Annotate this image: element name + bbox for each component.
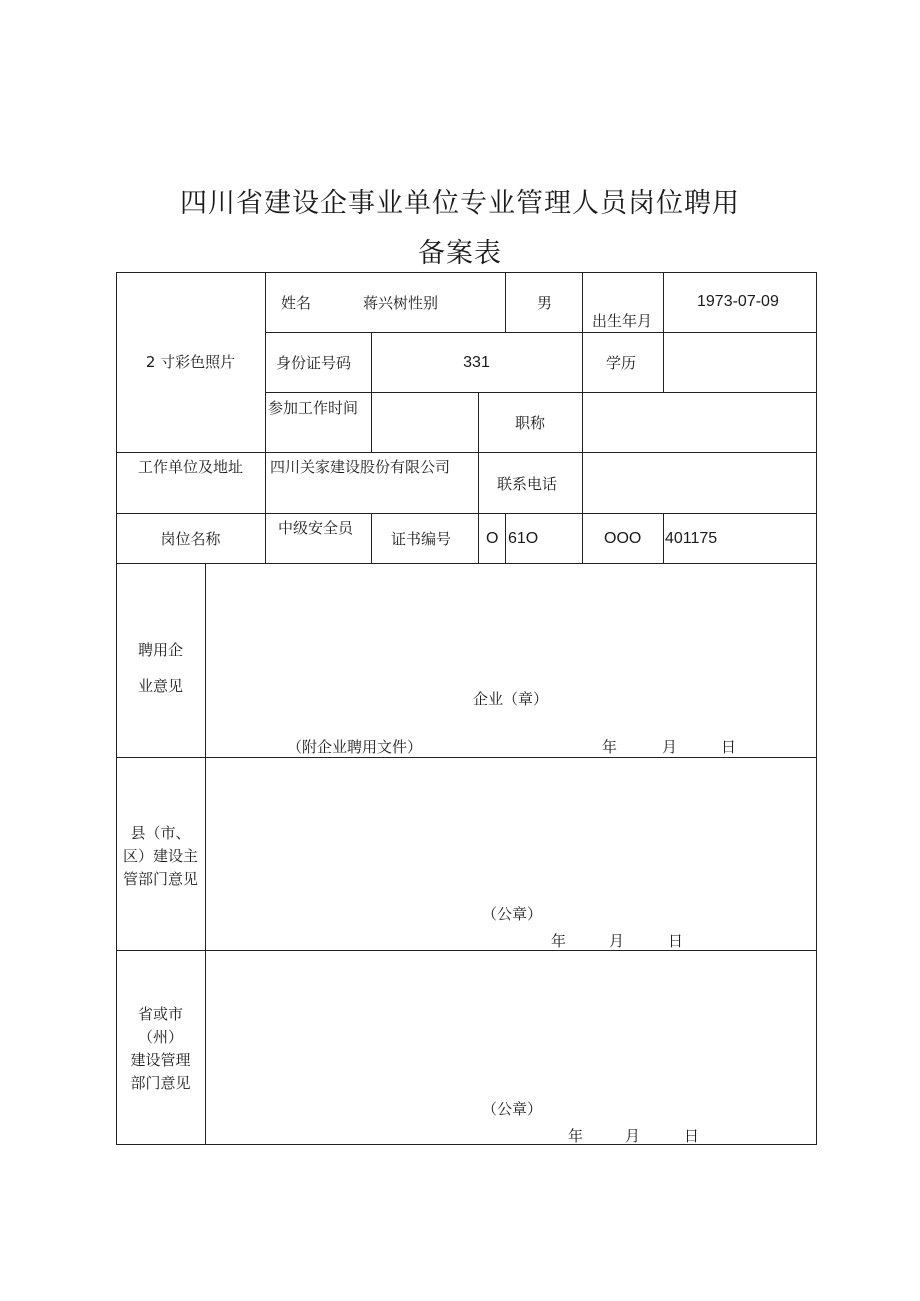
grid-line (116, 452, 817, 453)
employer-value[interactable]: 四川关家建设股份有限公司 (270, 458, 451, 476)
enterprise-opinion-area[interactable] (206, 564, 816, 684)
grid-line (582, 272, 583, 392)
date-month: 月 (662, 738, 678, 756)
grid-line (582, 392, 583, 513)
grid-line (265, 272, 266, 563)
label-line: 业意见 (137, 677, 183, 695)
grid-line (582, 513, 583, 563)
phone-label: 联系电话 (497, 475, 558, 493)
form-subtitle: 备案表 (418, 238, 502, 269)
certificate-number-label: 证书编号 (391, 530, 452, 548)
label-line: 部门意见 (130, 1074, 191, 1092)
date-day: 日 (668, 932, 684, 950)
grid-line (371, 513, 372, 563)
post-name-value[interactable]: 中级安全员 (278, 519, 354, 537)
county-opinion-label (116, 822, 205, 891)
date-month: 月 (625, 1127, 641, 1145)
grid-line (505, 272, 506, 332)
label-line: 省或市 (137, 1005, 183, 1023)
post-name-label: 岗位名称 (160, 530, 221, 548)
grid-line (116, 513, 817, 514)
photo-placeholder-label: 2 寸彩色照片 (145, 353, 236, 371)
id-number-value[interactable]: 331 (463, 354, 490, 371)
grid-line (265, 332, 817, 333)
label-line: （州） (137, 1028, 183, 1046)
date-month: 月 (609, 932, 625, 950)
certificate-number-part[interactable]: O (486, 530, 499, 547)
grid-line (478, 392, 479, 513)
enterprise-opinion-label (116, 632, 205, 704)
certificate-number-part[interactable]: 61O (508, 530, 539, 547)
date-year: 年 (568, 1127, 584, 1145)
county-opinion-area[interactable] (206, 758, 816, 898)
province-opinion-label (116, 1003, 205, 1095)
date-year: 年 (602, 738, 618, 756)
grid-line (478, 513, 479, 563)
birth-date-label: 出生年月 (592, 312, 653, 330)
education-label: 学历 (606, 354, 637, 372)
form-title: 四川省建设企事业单位专业管理人员岗位聘用 (180, 188, 740, 219)
grid-line (371, 332, 372, 452)
grid-line (505, 513, 506, 563)
grid-line (663, 272, 664, 392)
grid-line (663, 513, 664, 563)
gender-value[interactable]: 男 (537, 294, 553, 312)
name-label: 姓名 (281, 294, 312, 312)
grid-line (265, 392, 817, 393)
label-line: 县（市、 (130, 824, 191, 842)
employer-label: 工作单位及地址 (137, 458, 243, 476)
province-seal: （公章） (482, 1100, 543, 1118)
date-day: 日 (684, 1127, 700, 1145)
label-line: 聘用企 (137, 641, 183, 659)
label-line: 管部门意见 (122, 870, 198, 888)
label-line: 建设管理 (130, 1051, 191, 1069)
attachment-note: （附企业聘用文件） (287, 738, 423, 756)
name-value[interactable]: 蒋兴树性别 (363, 294, 439, 312)
work-start-label: 参加工作时间 (268, 399, 359, 417)
id-number-label: 身份证号码 (276, 354, 352, 372)
birth-date-value[interactable]: 1973-07-09 (697, 293, 779, 310)
county-seal: （公章） (482, 905, 543, 923)
label-line: 区）建设主 (122, 847, 198, 865)
enterprise-seal: 企业（章） (473, 690, 549, 708)
certificate-number-part[interactable]: 401175 (665, 530, 718, 547)
date-year: 年 (551, 932, 567, 950)
certificate-number-part[interactable]: OOO (604, 530, 642, 547)
date-day: 日 (721, 738, 737, 756)
province-opinion-area[interactable] (206, 951, 816, 1091)
job-title-label: 职称 (515, 414, 546, 432)
